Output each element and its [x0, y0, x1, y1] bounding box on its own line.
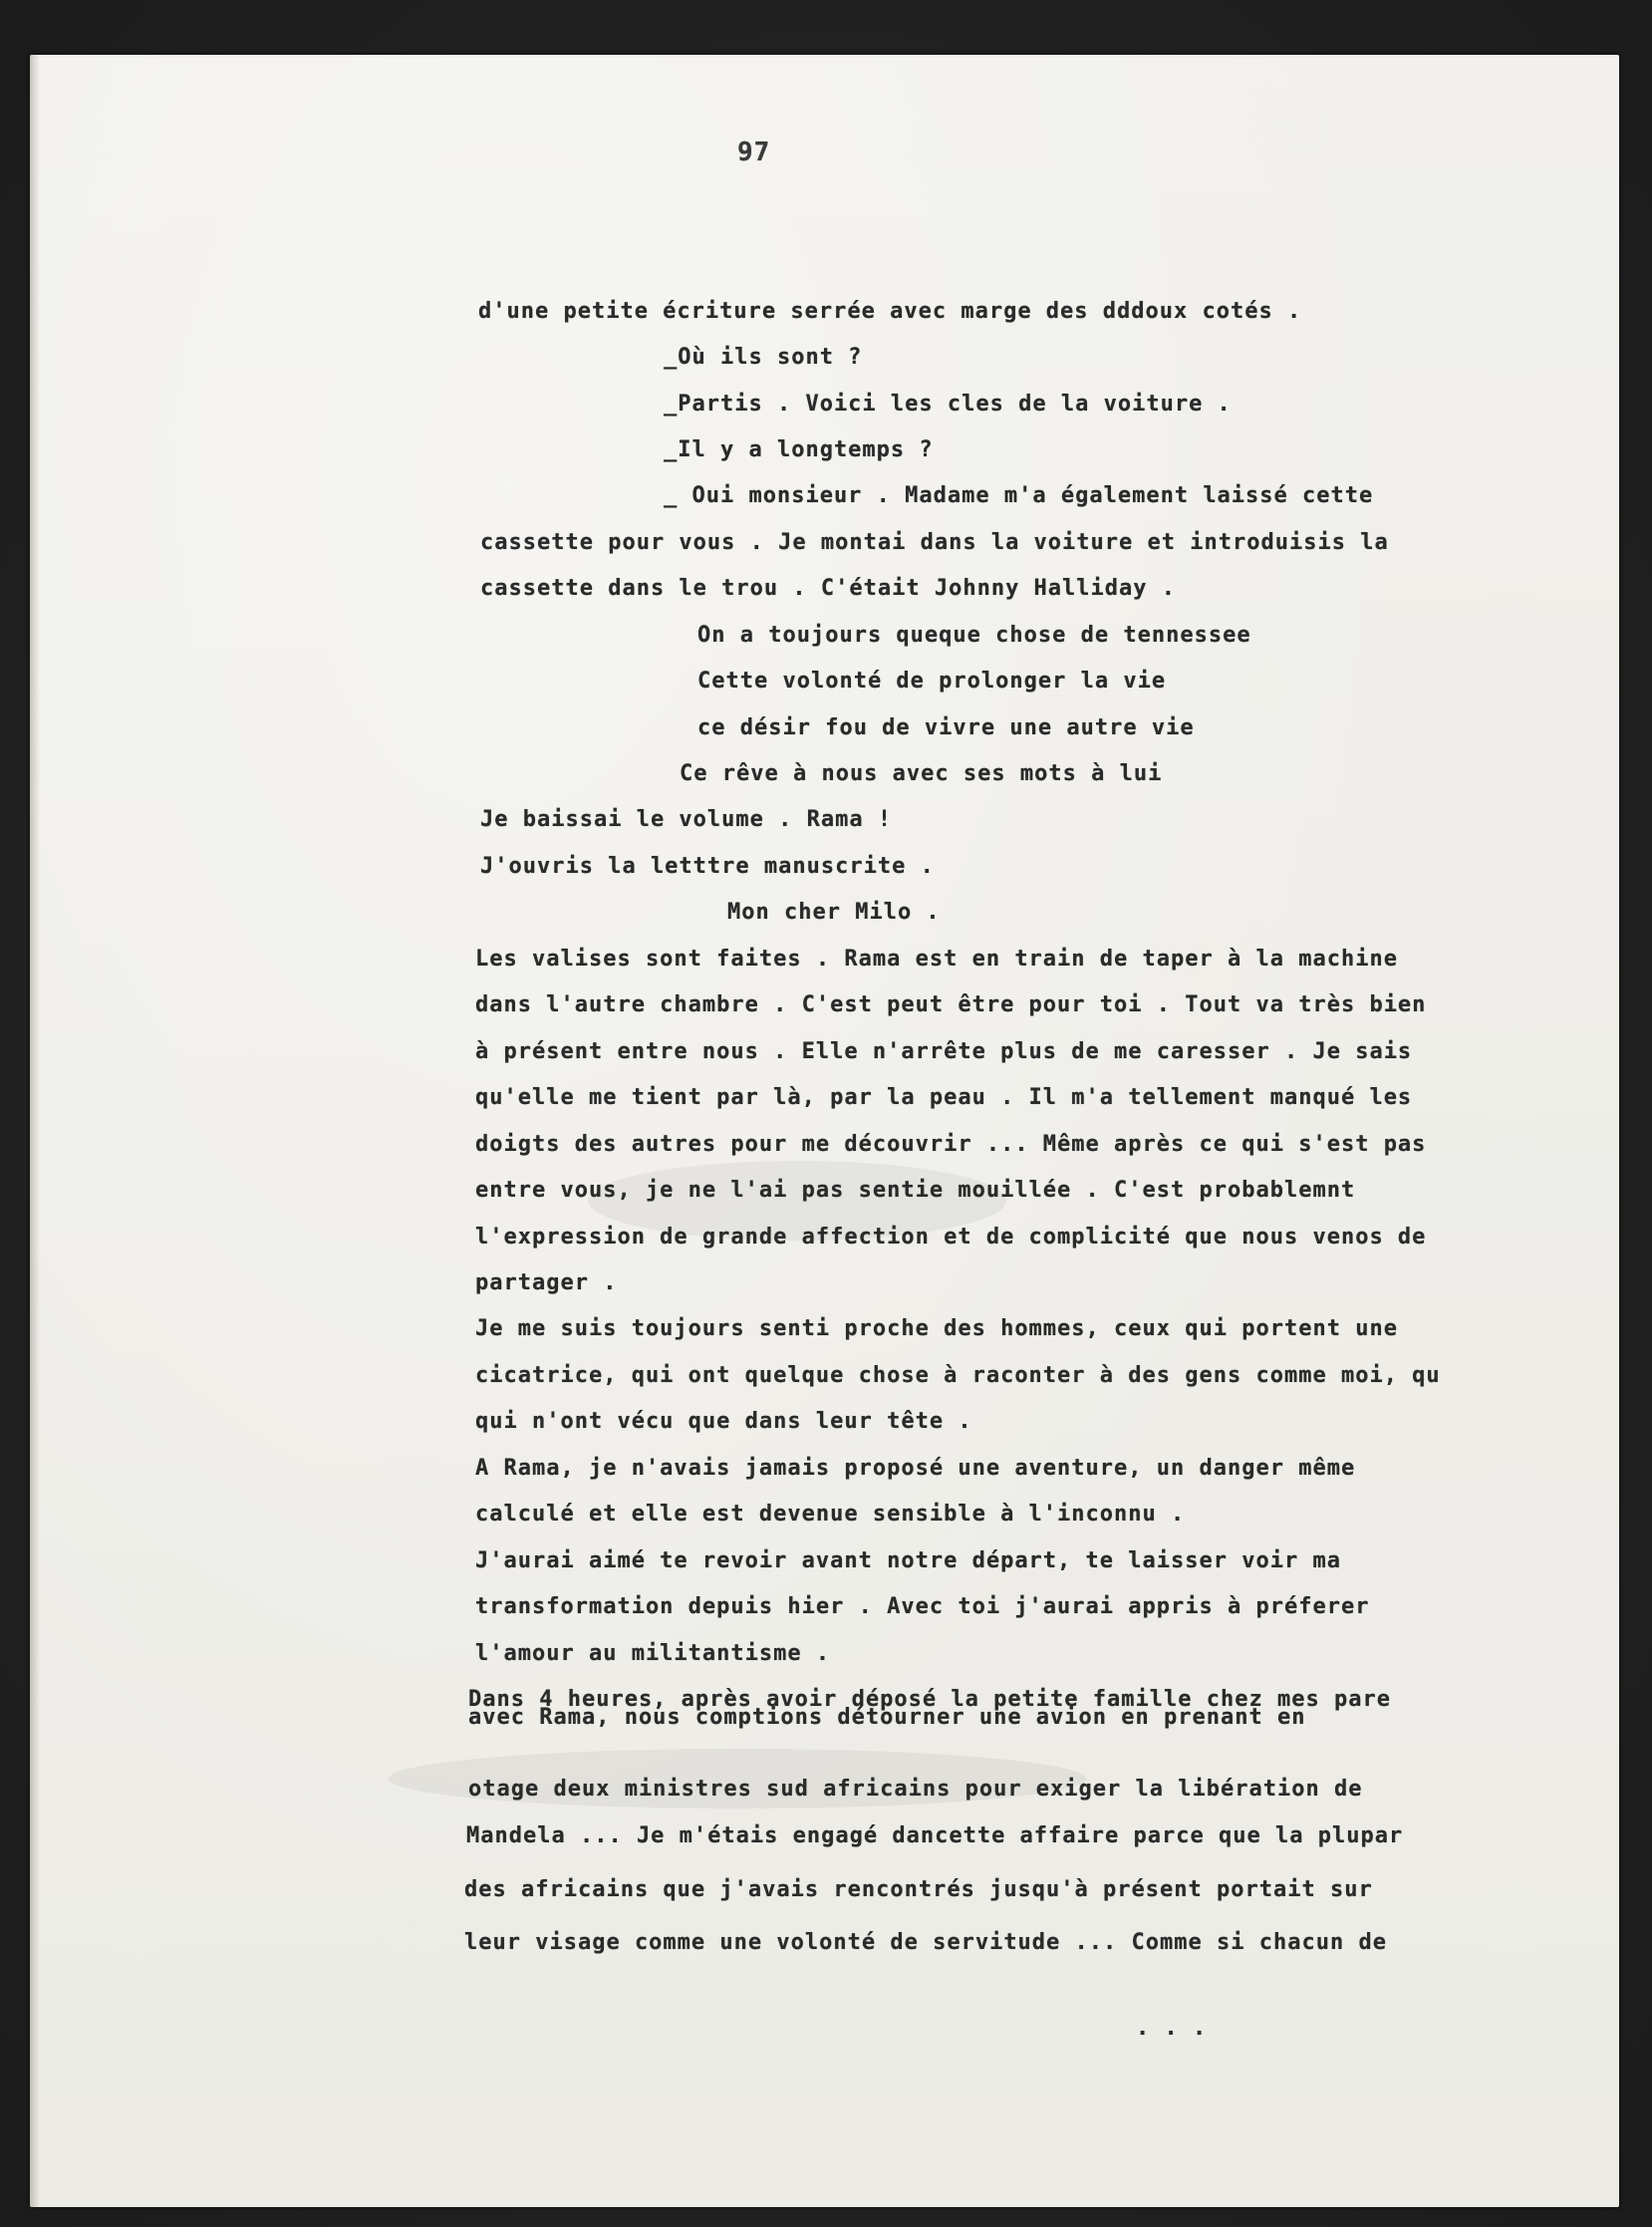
text-line: cicatrice, qui ont quelque chose à raconter à des gens comme moi, qu	[475, 1363, 1441, 1388]
text-line: cassette pour vous . Je montai dans la voiture et introduisis la	[480, 530, 1389, 555]
text-line: à présent entre nous . Elle n'arrête plus de me caresser . Je sais	[475, 1039, 1413, 1064]
text-line: l'amour au militantisme .	[475, 1641, 831, 1666]
text-line: A Rama, je n'avais jamais proposé une aventure, un danger même	[475, 1456, 1356, 1481]
text-line: Cette volonté de prolonger la vie	[697, 669, 1167, 694]
text-line: des africains que j'avais rencontrés jusqu'à présent portait sur	[464, 1877, 1373, 1902]
text-line: _Il y a longtemps ?	[664, 437, 934, 462]
text-line: Je me suis toujours senti proche des hommes, ceux qui portent une	[475, 1316, 1398, 1341]
text-line: _Où ils sont ?	[664, 345, 863, 370]
text-line: J'aurai aimé te revoir avant notre départ, te laisser voir ma	[475, 1548, 1341, 1573]
text-line: cassette dans le trou . C'était Johnny Halliday .	[480, 576, 1177, 601]
text-line: ce désir fou de vivre une autre vie	[697, 715, 1195, 740]
text-line: calculé et elle est devenue sensible à l'inconnu .	[475, 1502, 1186, 1527]
text-line: d'une petite écriture serrée avec marge des dddoux cotés .	[478, 299, 1302, 324]
text-line: Les valises sont faites . Rama est en train de taper à la machine	[475, 947, 1398, 972]
text-line: entre vous, je ne l'ai pas sentie mouillée . C'est probablemnt	[475, 1178, 1356, 1203]
text-line: J'ouvris la letttre manuscrite .	[480, 854, 935, 879]
text-line: Mon cher Milo .	[727, 900, 941, 925]
text-line: otage deux ministres sud africains pour exiger la libération de	[468, 1777, 1363, 1802]
text-line: _ Oui monsieur . Madame m'a également laissé cette	[664, 483, 1374, 508]
text-line: _Partis . Voici les cles de la voiture .	[664, 392, 1232, 417]
text-line: Je baissai le volume . Rama !	[480, 807, 893, 832]
text-line: partager .	[475, 1270, 618, 1295]
text-line: qu'elle me tient par là, par la peau . Il m'a tellement manqué les	[475, 1085, 1413, 1110]
text-line: avec Rama, nous comptions détourner une avion en prenant en	[468, 1705, 1306, 1730]
text-line: qui n'ont vécu que dans leur tête .	[475, 1409, 972, 1434]
text-line: doigts des autres pour me découvrir ... Même après ce qui s'est pas	[475, 1132, 1427, 1157]
typewritten-page	[30, 55, 1619, 2207]
text-line: Mandela ... Je m'étais engagé dancette affaire parce que la plupar	[466, 1823, 1404, 1848]
text-line: l'expression de grande affection et de complicité que nous venos de	[475, 1225, 1427, 1250]
text-line: transformation depuis hier . Avec toi j'aurai appris à préferer	[475, 1594, 1370, 1619]
text-line: Dans 4 heures, après avoir déposé la petite famille chez mes pare	[468, 1687, 1391, 1712]
text-line: dans l'autre chambre . C'est peut être pour toi . Tout va très bien	[475, 992, 1427, 1017]
text-line: Ce rêve à nous avec ses mots à lui	[680, 761, 1163, 786]
text-line: On a toujours queque chose de tennessee	[697, 623, 1251, 648]
text-line: . . .	[1136, 2016, 1208, 2041]
page-number: 97	[737, 138, 771, 167]
text-line: leur visage comme une volonté de servitude ... Comme si chacun de	[464, 1930, 1387, 1955]
